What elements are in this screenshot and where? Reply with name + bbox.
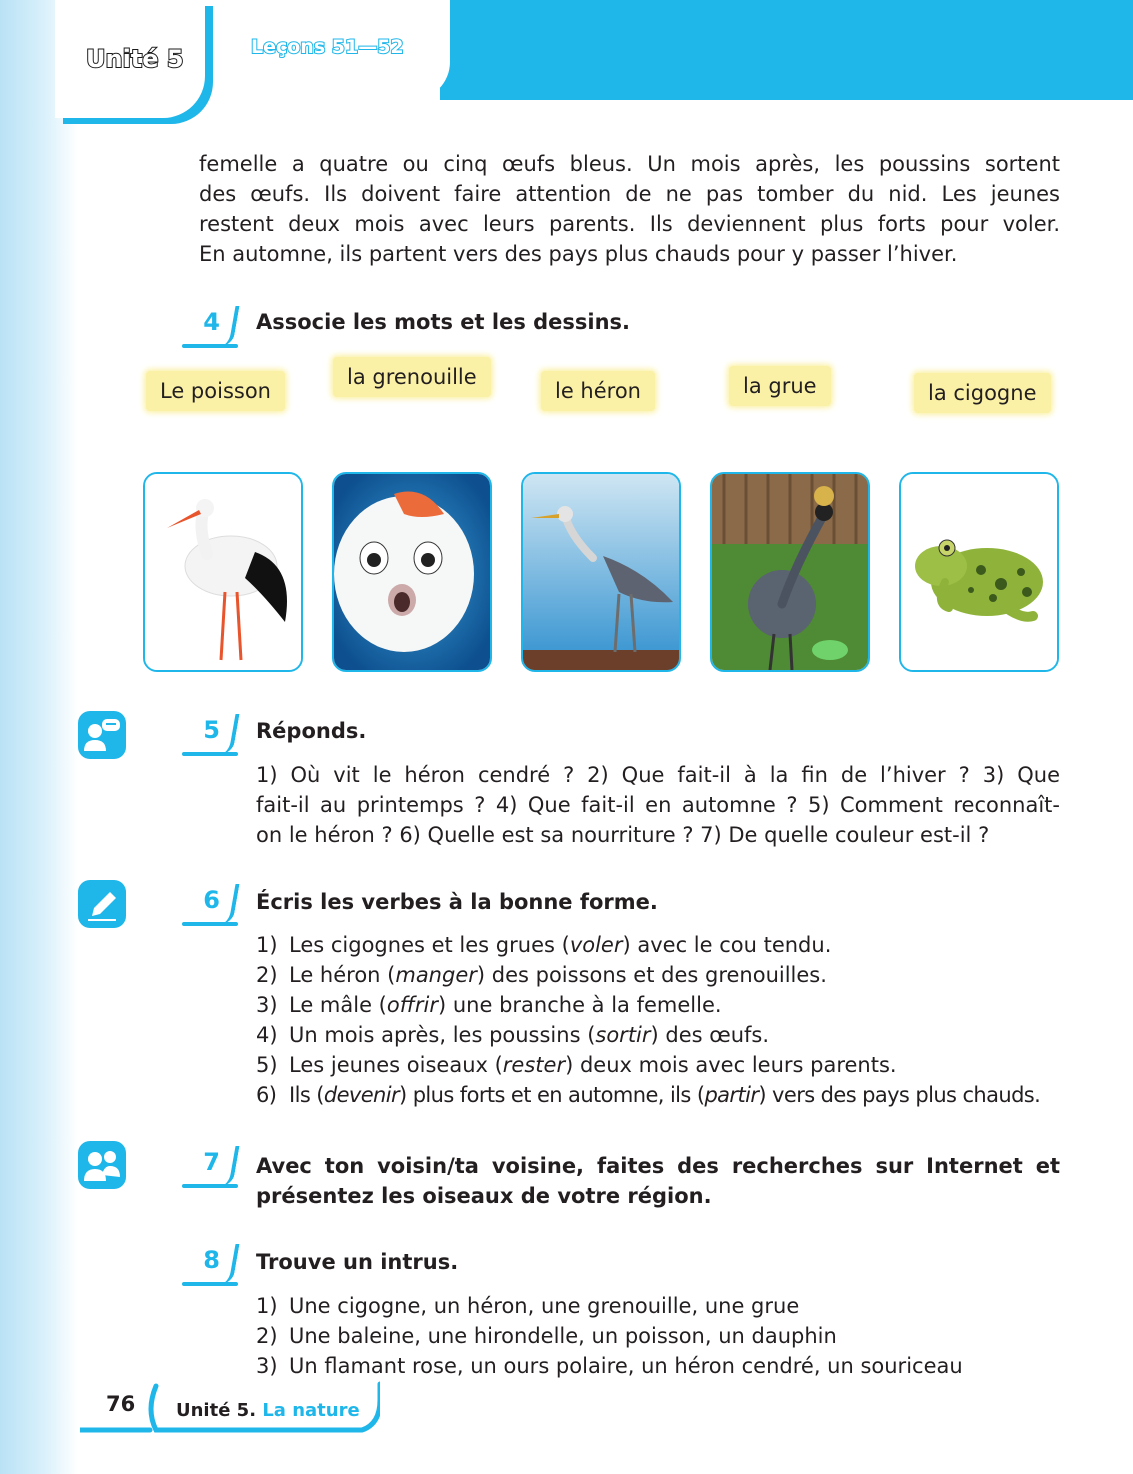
word-la-cigogne: la cigogne — [914, 373, 1051, 413]
frog-icon — [901, 474, 1057, 670]
list-item: 1) Une cigogne, un héron, une grenouille, une grue — [256, 1294, 800, 1318]
exercise-4-title: Associe les mots et les dessins. — [256, 310, 631, 334]
header-band — [440, 0, 1133, 100]
word-la-grue: la grue — [729, 366, 831, 406]
list-item: 1) Les cigognes et les grues (voler) avec le cou tendu. — [256, 933, 832, 957]
intro-line: restent deux mois avec leurs parents. Ils deviennent plus forts pour voler. — [199, 212, 1060, 236]
instruction-line: Avec ton voisin/ta voisine, faites des recherches sur Internet et — [256, 1154, 1060, 1178]
goldfish-icon — [334, 474, 490, 670]
question-line: on le héron ? 6) Quelle est sa nourriture ? 7) De quelle couleur est-il ? — [256, 823, 990, 847]
pencil-icon — [78, 880, 126, 928]
instruction-line: présentez les oiseaux de votre région. — [256, 1184, 712, 1208]
unit-label: Unité 5 — [86, 45, 184, 73]
heron-icon — [523, 474, 679, 670]
word-le-heron: le héron — [541, 371, 655, 411]
exercise-5-title: Réponds. — [256, 719, 367, 743]
picture-crowned-crane — [710, 472, 870, 672]
pair-work-icon — [78, 1141, 126, 1189]
footer-unit-title: Unité 5. La nature — [176, 1400, 360, 1421]
picture-stork — [143, 472, 303, 672]
list-item: 2) Une baleine, une hirondelle, un poisson, un dauphin — [256, 1324, 837, 1348]
question-line: fait-il au printemps ? 4) Que fait-il en automne ? 5) Comment reconnaît- — [256, 793, 1060, 817]
list-item: 4) Un mois après, les poussins (sortir) des œufs. — [256, 1023, 770, 1047]
lessons-label: Leçons 51—52 — [251, 36, 404, 58]
exercise-5-number: 5 — [182, 714, 240, 756]
list-item: 3) Un flamant rose, un ours polaire, un héron cendré, un souriceau — [256, 1354, 963, 1378]
exercise-7-text — [256, 1151, 1060, 1211]
side-gradient-strip — [0, 0, 78, 1474]
crane-icon — [712, 474, 868, 670]
word-la-grenouille: la grenouille — [333, 357, 491, 397]
page-number: 76 — [106, 1392, 136, 1416]
intro-line: des œufs. Ils doivent faire attention de ne pas tomber du nid. Les jeunes — [199, 182, 1060, 206]
intro-line: femelle a quatre ou cinq œufs bleus. Un mois après, les poussins sortent — [199, 152, 1060, 176]
intro-line: En automne, ils partent vers des pays plus chauds pour y passer l’hiver. — [199, 242, 958, 266]
exercise-8-title: Trouve un intrus. — [256, 1250, 459, 1274]
exercise-6-title: Écris les verbes à la bonne forme. — [256, 890, 658, 914]
picture-grey-heron — [521, 472, 681, 672]
word-le-poisson: Le poisson — [146, 371, 285, 411]
picture-goldfish — [332, 472, 492, 672]
picture-frog — [899, 472, 1059, 672]
exercise-5-questions — [256, 760, 1060, 850]
speech-icon — [78, 711, 126, 759]
exercise-7-number: 7 — [182, 1146, 240, 1188]
exercise-6-number: 6 — [182, 884, 240, 926]
list-item: 6) Ils (devenir) plus forts et en automne, ils (partir) vers des pays plus chauds. — [256, 1083, 1041, 1107]
list-item: 5) Les jeunes oiseaux (rester) deux mois avec leurs parents. — [256, 1053, 897, 1077]
exercise-4-number: 4 — [182, 306, 240, 348]
question-line: 1) Où vit le héron cendré ? 2) Que fait-il à la fin de l’hiver ? 3) Que — [256, 763, 1060, 787]
exercise-8-number: 8 — [182, 1244, 240, 1286]
stork-icon — [145, 474, 301, 670]
exercise-6-list — [256, 930, 1040, 1110]
list-item: 2) Le héron (manger) des poissons et des grenouilles. — [256, 963, 827, 987]
intro-paragraph — [199, 149, 1060, 269]
exercise-8-list — [256, 1291, 963, 1381]
list-item: 3) Le mâle (offrir) une branche à la femelle. — [256, 993, 722, 1017]
